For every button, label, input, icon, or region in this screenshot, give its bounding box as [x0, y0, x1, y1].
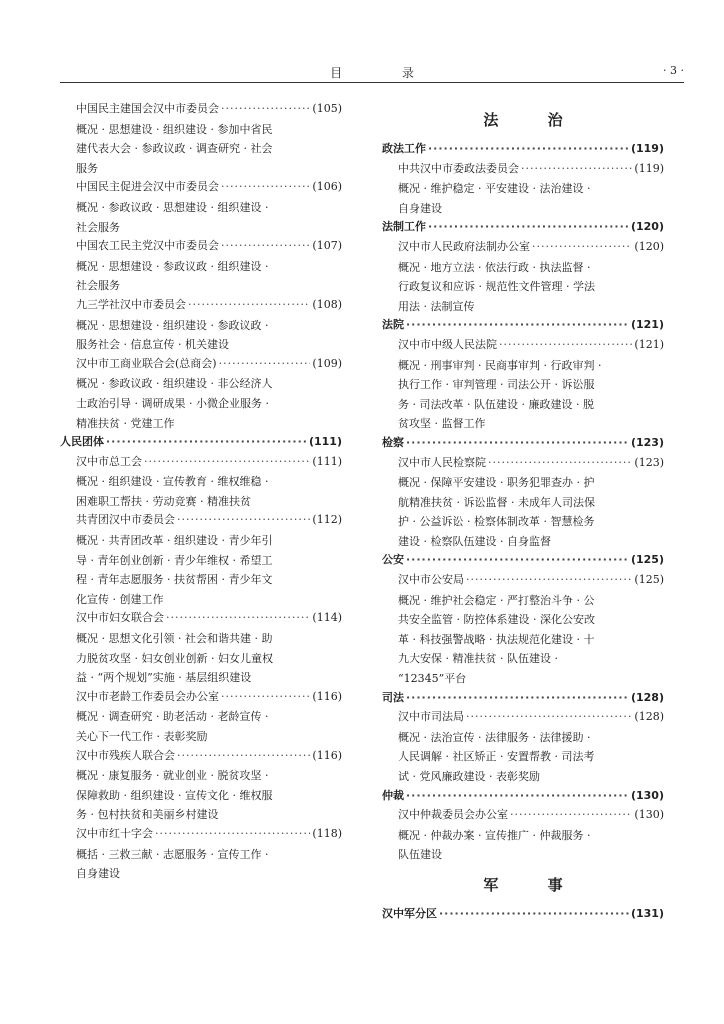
toc-entry-title: 汉中市中级人民法院: [398, 337, 497, 351]
leader-dots: [466, 710, 632, 723]
toc-entry-title: 中国农工民主党汉中市委员会: [76, 239, 219, 253]
toc-entry-title: 人民团体: [60, 435, 104, 449]
toc-subtopics: 服务: [76, 161, 98, 175]
toc-page-number: (119): [634, 161, 664, 175]
leader-dots: [221, 102, 310, 115]
toc-subtopics: 九大安保 · 精准扶贫 · 队伍建设 ·: [398, 652, 558, 666]
toc-page-number: (111): [312, 454, 342, 468]
category-heading: 军 事: [483, 875, 585, 894]
toc-org-entry: [382, 454, 664, 474]
toc-subtopics: 队伍建设: [398, 848, 442, 862]
toc-subtopics: 导 · 青年创业创新 · 青少年维权 · 希望工: [76, 553, 273, 567]
toc-subtopics: 用法 · 法制宣传: [398, 299, 475, 313]
toc-page-number: (116): [312, 689, 342, 703]
toc-page-number: (125): [634, 573, 664, 587]
toc-subtopics: 概况 · 法治宣传 · 法律服务 · 法律援助 ·: [398, 730, 591, 744]
toc-subtopics: 力脱贫攻坚 · 妇女创业创新 · 妇女儿童权: [76, 651, 273, 665]
leader-dots: [406, 318, 629, 331]
toc-subtopics: 概况 · 维护稳定 · 平安建设 · 法治建设 ·: [398, 182, 591, 196]
toc-subtopics: 社会服务: [76, 220, 120, 234]
toc-entry-title: 共青团汉中市委员会: [76, 513, 175, 527]
toc-subtopics: 护 · 公益诉讼 · 检察体制改革 · 智慧检务: [398, 515, 595, 529]
toc-subtopics: 概况 · 刑事审判 · 民商事审判 · 行政审判 ·: [398, 358, 602, 372]
toc-section-entry: [382, 316, 664, 336]
toc-page-number: (120): [630, 220, 664, 234]
toc-page-number: (123): [630, 435, 664, 449]
toc-subtopics: 人民调解 · 社区矫正 · 安置帮教 · 司法考: [398, 750, 595, 764]
toc-subtopics: 概况 · 参政议政 · 组织建设 · 非公经济人: [76, 377, 273, 391]
toc-subtopics: 精准扶贫 · 党建工作: [76, 416, 175, 430]
toc-section-entry: [382, 551, 664, 571]
toc-subtopics: 执行工作 · 审判管理 · 司法公开 · 诉讼服: [398, 378, 595, 392]
toc-subtopics: “12345”平台: [398, 672, 467, 686]
toc-page-number: (105): [312, 102, 342, 115]
toc-entry-title: 汉中市老龄工作委员会办公室: [76, 689, 219, 703]
toc-subtopics: 概况 · 维护社会稳定 · 严打整治斗争 · 公: [398, 593, 595, 607]
toc-entry-title: 汉中市残疾人联合会: [76, 748, 175, 762]
leader-dots: [510, 808, 632, 821]
toc-subtopics: 概括 · 三救三献 · 志愿服务 · 宣传工作 ·: [76, 847, 269, 861]
toc-page-number: (128): [630, 690, 664, 704]
toc-subtopics: 概况 · 仲裁办案 · 宣传推广 · 仲裁服务 ·: [398, 828, 591, 842]
toc-subtopics: 试 · 党风廉政建设 · 表彰奖励: [398, 770, 540, 783]
toc-subtopics: 化宣传 · 创建工作: [76, 592, 164, 606]
toc-page-number: (121): [634, 337, 664, 351]
toc-section-entry: [382, 787, 664, 807]
toc-section-entry: [60, 433, 342, 453]
leader-dots: [177, 513, 310, 526]
toc-page-number: (128): [634, 710, 664, 724]
toc-entry-title: 法制工作: [382, 220, 426, 234]
toc-subtopics: 革 · 科技强警战略 · 执法规范化建设 · 十: [398, 632, 595, 646]
toc-subtopics: 行政复议和应诉 · 规范性文件管理 · 学法: [398, 280, 595, 294]
page-title: 目 录: [330, 66, 442, 80]
leader-dots: [532, 240, 632, 253]
leader-dots: [406, 789, 629, 802]
leader-dots: [221, 690, 310, 703]
toc-org-entry: [60, 178, 342, 198]
toc-org-entry: [60, 825, 342, 845]
leader-dots: [428, 220, 629, 233]
toc-entry-title: 汉中军分区: [382, 906, 437, 920]
toc-page-number: (114): [312, 611, 342, 625]
toc-org-entry: [382, 571, 664, 591]
toc-subtopics: 服务社会 · 信息宣传 · 机关建设: [76, 338, 229, 352]
leader-dots: [155, 827, 310, 840]
toc-subtopics: 共安全监管 · 防控体系建设 · 深化公安改: [398, 613, 595, 627]
leader-dots: [188, 298, 310, 311]
toc-subtopics: 概况 · 康复服务 · 就业创业 · 脱贫攻坚 ·: [76, 769, 269, 783]
toc-entry-title: 中国民主促进会汉中市委员会: [76, 180, 219, 194]
toc-subtopics: 困难职工帮扶 · 劳动竞赛 · 精准扶贫: [76, 494, 251, 508]
toc-entry-title: 仲裁: [382, 788, 404, 802]
toc-page-number: (130): [630, 788, 664, 802]
toc-entry-title: 九三学社汉中市委员会: [76, 297, 186, 311]
leader-dots: [466, 573, 632, 586]
leader-dots: [221, 239, 310, 252]
toc-org-entry: [382, 160, 664, 180]
toc-subtopics: 士政治引导 · 调研成果 · 小微企业服务 ·: [76, 396, 269, 410]
leader-dots: [406, 436, 629, 449]
leader-dots: [439, 907, 629, 920]
toc-section-entry: [382, 905, 664, 925]
toc-subtopics: 概况 · 参政议政 · 思想建设 · 组织建设 ·: [76, 200, 269, 214]
toc-org-entry: [382, 806, 664, 826]
toc-page-number: (121): [630, 318, 664, 332]
toc-entry-title: 汉中市红十字会: [76, 826, 153, 840]
leader-dots: [221, 180, 310, 193]
toc-subtopics: 航精准扶贫 · 诉讼监督 · 未成年人司法保: [398, 495, 595, 509]
leader-dots: [428, 142, 629, 155]
toc-entry-title: 政法工作: [382, 142, 426, 155]
toc-subtopics: 概况 · 思想文化引领 · 社会和谐共建 · 助: [76, 632, 273, 646]
toc-entry-title: 汉中仲裁委员会办公室: [398, 808, 508, 822]
toc-org-entry: [60, 237, 342, 257]
toc-org-entry: [382, 238, 664, 258]
toc-page-number: (120): [634, 239, 664, 253]
toc-page-number: (112): [312, 513, 342, 527]
leader-dots: [106, 435, 307, 448]
toc-org-entry: [60, 453, 342, 473]
page-number: · 3 ·: [663, 64, 684, 77]
toc-page-number: (123): [634, 455, 664, 469]
toc-org-entry: [60, 609, 342, 629]
toc-page-number: (108): [312, 297, 342, 311]
toc-subtopics: 程 · 青年志愿服务 · 扶贫帮困 · 青少年文: [76, 573, 273, 587]
leader-dots: [177, 749, 310, 762]
toc-subtopics: 贫攻坚 · 监督工作: [398, 417, 486, 431]
toc-page-number: (130): [634, 808, 664, 822]
category-heading: 法 治: [483, 111, 585, 129]
toc-subtopics: 建代表大会 · 参政议政 · 调查研究 · 社会: [76, 142, 273, 156]
toc-entry-title: 汉中市人民检察院: [398, 455, 486, 469]
toc-subtopics: 务 · 司法改革 · 队伍建设 · 廉政建设 · 脱: [398, 397, 594, 411]
leader-dots: [521, 162, 632, 175]
toc-page-number: (109): [312, 356, 342, 370]
leader-dots: [488, 456, 632, 469]
toc-section-entry: [382, 218, 664, 238]
toc-subtopics: 建设 · 检察队伍建设 · 自身监督: [398, 534, 551, 548]
leader-dots: [219, 357, 311, 370]
toc-org-entry: [60, 511, 342, 531]
toc-page-number: (131): [630, 906, 664, 920]
toc-subtopics: 概况 · 共青团改革 · 组织建设 · 青少年引: [76, 534, 273, 548]
toc-org-entry: [382, 708, 664, 728]
toc-subtopics: 自身建设: [398, 201, 442, 215]
toc-subtopics: 概况 · 调查研究 · 助老活动 · 老龄宣传 ·: [76, 710, 269, 724]
toc-right-column: [382, 100, 664, 925]
toc-org-entry: [382, 336, 664, 356]
toc-left-column: [60, 100, 342, 884]
leader-dots: [166, 611, 310, 624]
toc-subtopics: 务 · 包村扶贫和美丽乡村建设: [76, 808, 219, 822]
toc-org-entry: [60, 747, 342, 767]
toc-subtopics: 概况 · 思想建设 · 参政议政 · 组织建设 ·: [76, 259, 269, 273]
toc-subtopics: 概况 · 思想建设 · 组织建设 · 参加中省民: [76, 122, 273, 136]
toc-entry-title: 汉中市妇女联合会: [76, 611, 164, 625]
toc-subtopics: 自身建设: [76, 867, 120, 881]
toc-org-entry: [60, 296, 342, 316]
leader-dots: [144, 455, 310, 468]
toc-page-number: (116): [312, 748, 342, 762]
page-header: [60, 64, 684, 83]
toc-entry-title: 司法: [382, 690, 404, 704]
toc-page-number: (125): [630, 553, 664, 567]
toc-entry-title: 汉中市总工会: [76, 454, 142, 468]
toc-subtopics: 社会服务: [76, 279, 120, 293]
toc-entry-title: 检察: [382, 435, 404, 449]
toc-section-entry: [382, 140, 664, 160]
toc-section-entry: [382, 434, 664, 454]
toc-page-number: (111): [308, 435, 342, 449]
toc-subtopics: 益 · “两个规划”实施 · 基层组织建设: [76, 671, 252, 685]
toc-subtopics: 概况 · 组织建设 · 宣传教育 · 维权维稳 ·: [76, 475, 269, 489]
toc-subtopics: 概况 · 思想建设 · 组织建设 · 参政议政 ·: [76, 318, 269, 332]
leader-dots: [499, 338, 632, 351]
toc-entry-title: 中共汉中市委政法委员会: [398, 161, 519, 175]
toc-subtopics: 关心下一代工作 · 表彰奖励: [76, 730, 208, 743]
toc-org-entry: [60, 688, 342, 708]
toc-entry-title: 中国民主建国会汉中市委员会: [76, 102, 219, 115]
toc-page-number: (119): [630, 142, 664, 155]
leader-dots: [406, 691, 629, 704]
toc-subtopics: 概况 · 地方立法 · 依法行政 · 执法监督 ·: [398, 260, 591, 274]
leader-dots: [406, 553, 629, 566]
toc-org-entry: [60, 100, 342, 120]
toc-page-number: (106): [312, 180, 342, 194]
toc-entry-title: 法院: [382, 318, 404, 332]
toc-subtopics: 概况 · 保障平安建设 · 职务犯罪查办 · 护: [398, 476, 595, 490]
toc-subtopics: 保障救助 · 组织建设 · 宣传文化 · 维权服: [76, 788, 273, 802]
toc-entry-title: 汉中市人民政府法制办公室: [398, 239, 530, 253]
toc-section-entry: [382, 689, 664, 709]
toc-entry-title: 公安: [382, 553, 404, 567]
toc-entry-title: 汉中市公安局: [398, 573, 464, 587]
toc-entry-title: 汉中市工商业联合会(总商会): [76, 356, 217, 370]
toc-org-entry: [60, 355, 342, 375]
toc-entry-title: 汉中市司法局: [398, 710, 464, 724]
toc-page-number: (107): [312, 239, 342, 253]
toc-page-number: (118): [312, 826, 342, 840]
